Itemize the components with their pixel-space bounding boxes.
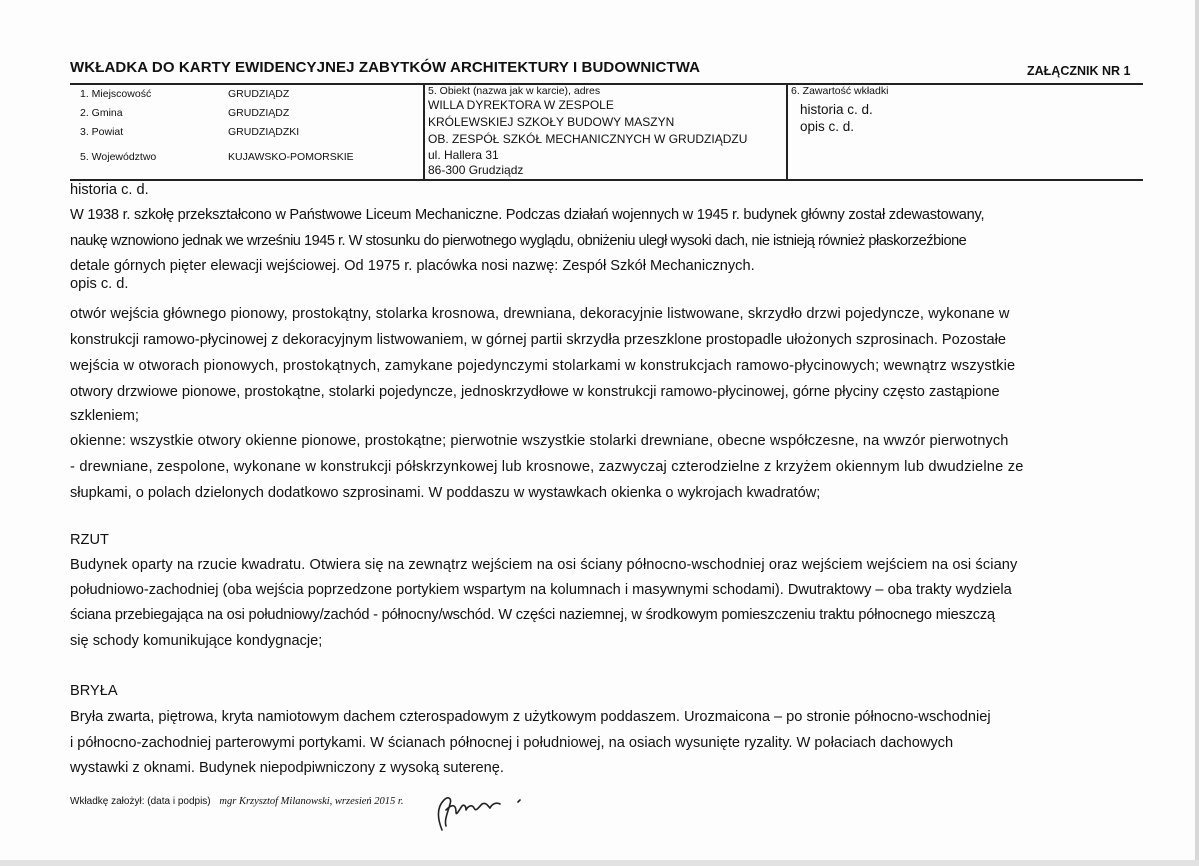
object-label: 5. Obiekt (nazwa jak w karcie), adres [428, 85, 601, 97]
body-line: południowo-zachodniej (oba wejścia poprzedzone portykiem wspartym na kolumnach i masywnymi schodami). Dwutraktowy – oba trakty wydziela [70, 582, 1012, 598]
contents-label: 6. Zawartość wkładki [791, 85, 889, 97]
body-line: się schody komunikujące kondygnacje; [70, 633, 323, 649]
body-line: okienne: wszystkie otwory okienne pionowe, prostokątne; pierwotnie wszystkie stolarki drewniane, obecne współczesne, na wwzór pierwotnych [70, 433, 1009, 449]
body-line: Budynek oparty na rzucie kwadratu. Otwiera się na zewnątrz wejściem na osi ściany północno-wschodniej oraz wejściem wejściem na osi ściany [70, 557, 1018, 573]
header-bottom-rule [70, 179, 1143, 181]
body-line: otwór wejścia głównego pionowy, prostokątny, stolarka krosnowa, drewniana, dekoracyjnie listwowane, skrzydło drzwi pojedyncze, wykonane w [70, 306, 1010, 322]
body-line: - drewniane, zespolone, wykonane w konstrukcji półskrzynkowej lub krosnowe, zazwyczaj czterodzielne z krzyżem okiennym lub dwudzielne ze [70, 459, 1024, 475]
body-line: Bryła zwarta, piętrowa, kryta namiotowym dachem czterospadowym z użytkowym poddaszem. Urozmaicona – po stronie północno-wschodniej [70, 709, 991, 725]
section-heading-description: opis c. d. [70, 276, 129, 292]
header-divider-2 [786, 83, 788, 180]
contents-item-2: opis c. d. [800, 119, 855, 134]
body-line: detale górnych pięter elewacji wejściowej. Od 1975 r. placówka nosi nazwę: Zespół Szkół Mechanicznych. [70, 258, 755, 274]
annex-number: ZAŁĄCZNIK NR 1 [1027, 64, 1131, 78]
location-label-1: 1. Miejscowość [80, 88, 152, 100]
scan-edge-right [1195, 0, 1199, 866]
footer-author: mgr Krzysztof Milanowski, wrzesień 2015 r. [219, 796, 404, 807]
footer [70, 796, 403, 807]
body-line: W 1938 r. szkołę przekształcono w Państwowe Liceum Mechaniczne. Podczas działań wojennych w 1945 r. budynek główny został zdewastowany, [70, 207, 985, 223]
object-line-3: OB. ZESPÓŁ SZKÓŁ MECHANICZNYCH W GRUDZIĄDZU [428, 132, 748, 146]
location-label-2: 2. Gmina [80, 107, 123, 119]
location-value-1: GRUDZIĄDZ [228, 88, 290, 100]
scan-edge-bottom [0, 860, 1199, 866]
handwritten-signature [430, 790, 530, 834]
location-value-2: GRUDZIĄDZ [228, 107, 290, 119]
header-top-rule [70, 83, 1143, 85]
footer-label: Wkładkę założył: (data i podpis) [70, 796, 211, 807]
document-title: WKŁADKA DO KARTY EWIDENCYJNEJ ZABYTKÓW ARCHITEKTURY I BUDOWNICTWA [70, 59, 701, 76]
location-label-3: 3. Powiat [80, 126, 124, 138]
body-line: naukę wznowiono jednak we wrześniu 1945 r. W stosunku do pierwotnego wyglądu, obniżeniu uległ wysoki dach, nie istnieją również płaskorzeźbione [70, 233, 967, 249]
body-line: otwory drzwiowe pionowe, prostokątne, stolarki pojedyncze, jednoskrzydłowe w konstrukcji ramowo-płycinowej, górne płyciny często zastąpione [70, 384, 1000, 400]
object-line-1: WILLA DYREKTORA W ZESPOLE [428, 98, 614, 112]
body-line: szkleniem; [70, 408, 139, 424]
body-line: konstrukcji ramowo-płycinowej z dekoracyjnym listwowaniem, w górnej partii skrzydła przeszklone prostopadle ułożonych szprosinach. Pozostałe [70, 332, 1007, 348]
section-heading-massing: BRYŁA [70, 683, 118, 699]
body-line: ściana przebiegająca na osi południowy/zachód - północny/wschód. W części naziemnej, w środkowym pomieszczeniu traktu północnego mieszczą [70, 607, 995, 623]
body-line: i północno-zachodniej parterowymi portykami. W ścianach północnej i południowej, na osiach wysunięte ryzality. W połaciach dachowych [70, 735, 954, 751]
section-heading-plan: RZUT [70, 532, 109, 548]
body-line: wejścia w otworach pionowych, prostokątnych, zamykane pojedynczymi stolarkami w konstrukcjach ramowo-płycinowych; wewnątrz wszystkie [70, 358, 1016, 374]
object-line-5: 86-300 Grudziądz [428, 163, 524, 177]
object-line-4: ul. Hallera 31 [428, 148, 499, 162]
header-divider-1 [423, 83, 425, 180]
body-line: wystawki z oknami. Budynek niepodpiwniczony z wysoką suterenę. [70, 760, 504, 776]
section-heading-history: historia c. d. [70, 182, 149, 198]
location-value-4: KUJAWSKO-POMORSKIE [228, 151, 354, 163]
object-line-2: KRÓLEWSKIEJ SZKOŁY BUDOWY MASZYN [428, 115, 675, 129]
location-value-3: GRUDZIĄDZKI [228, 126, 300, 138]
location-label-4: 5. Województwo [80, 151, 157, 163]
contents-item-1: historia c. d. [800, 102, 873, 117]
body-line: słupkami, o polach dzielonych dodatkowo szprosinami. W poddaszu w wystawkach okienka o wykrojach kwadratów; [70, 485, 821, 501]
